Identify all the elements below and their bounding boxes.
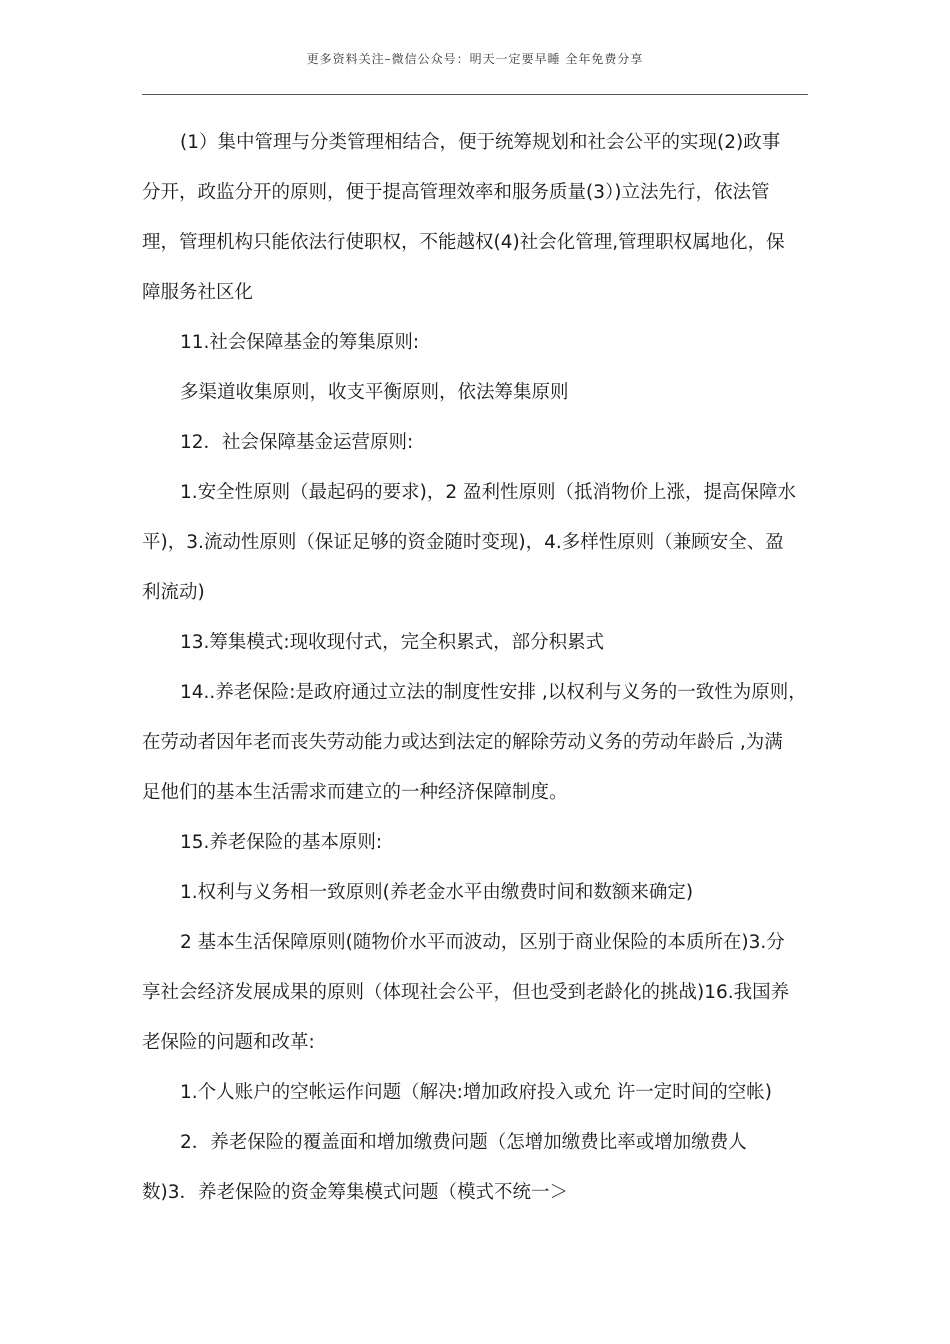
text-line: 1.个人账户的空帐运作问题（解决:增加政府投入或允 许一定时间的空帐) xyxy=(180,1082,772,1103)
text-line: 理，管理机构只能依法行使职权，不能越权(4)社会化管理,管理职权属地化，保 xyxy=(142,232,785,253)
text-line: 15.养老保险的基本原则: xyxy=(180,832,383,853)
text-line: 分开，政监分开的原则，便于提高管理效率和服务质量(3）)立法先行，依法管 xyxy=(142,182,770,203)
heading-fund-raising-principles xyxy=(142,318,816,368)
text-line: 11.社会保障基金的筹集原则: xyxy=(180,332,420,353)
text-line: 1.安全性原则（最起码的要求)，2 盈利性原则（抵消物价上涨，提高保障水 xyxy=(180,482,797,503)
page-header: 更多资料关注–微信公众号：明天一定要早睡 全年免费分享 xyxy=(306,52,644,66)
paragraph-pension-definition xyxy=(142,668,816,818)
text-line: 数)3．养老保险的资金筹集模式问题（模式不统一＞ xyxy=(142,1182,568,1203)
paragraph-fund-raising-principles xyxy=(142,368,816,418)
paragraph-individual-accounts xyxy=(142,1068,816,1118)
text-line: 2 基本生活保障原则(随物价水平而波动，区别于商业保险的本质所在)3.分 xyxy=(180,932,785,953)
heading-fund-operation-principles xyxy=(142,418,816,468)
paragraph-basic-living-security xyxy=(142,918,816,1068)
heading-pension-basic-principles xyxy=(142,818,816,868)
text-line: 1.权利与义务相一致原则(养老金水平由缴费时间和数额来确定) xyxy=(180,882,694,903)
text-line: 多渠道收集原则，收支平衡原则，依法筹集原则 xyxy=(180,382,569,403)
text-line: 老保险的问题和改革: xyxy=(142,1032,315,1053)
text-line: 14..养老保险:是政府通过立法的制度性安排 ,以权利与义务的一致性为原则， xyxy=(180,682,807,703)
document-body xyxy=(142,118,816,1218)
paragraph-fund-operation-principles xyxy=(142,468,816,618)
text-line: 平)，3.流动性原则（保证足够的资金随时变现)，4.多样性原则（兼顾安全、盈 xyxy=(142,532,784,553)
text-line: (1）集中管理与分类管理相结合，便于统筹规划和社会公平的实现(2)政事 xyxy=(180,132,781,153)
text-line: 在劳动者因年老而丧失劳动能力或达到法定的解除劳动义务的劳动年龄后 ,为满 xyxy=(142,732,783,753)
text-line: 足他们的基本生活需求而建立的一种经济保障制度。 xyxy=(142,782,568,803)
paragraph-rights-obligations xyxy=(142,868,816,918)
text-line: 12．社会保障基金运营原则: xyxy=(180,432,414,453)
text-line: 享社会经济发展成果的原则（体现社会公平，但也受到老龄化的挑战)16.我国养 xyxy=(142,982,790,1003)
text-line: 利流动) xyxy=(142,582,205,603)
text-line: 2．养老保险的覆盖面和增加缴费问题（怎增加缴费比率或增加缴费人 xyxy=(180,1132,747,1153)
text-line: 障服务社区化 xyxy=(142,282,254,303)
paragraph-coverage-contributions xyxy=(142,1118,816,1218)
paragraph-management-principles xyxy=(142,118,816,318)
text-line: 13.筹集模式:现收现付式，完全积累式，部分积累式 xyxy=(180,632,605,653)
header-divider xyxy=(142,94,808,95)
paragraph-raising-modes xyxy=(142,618,816,668)
